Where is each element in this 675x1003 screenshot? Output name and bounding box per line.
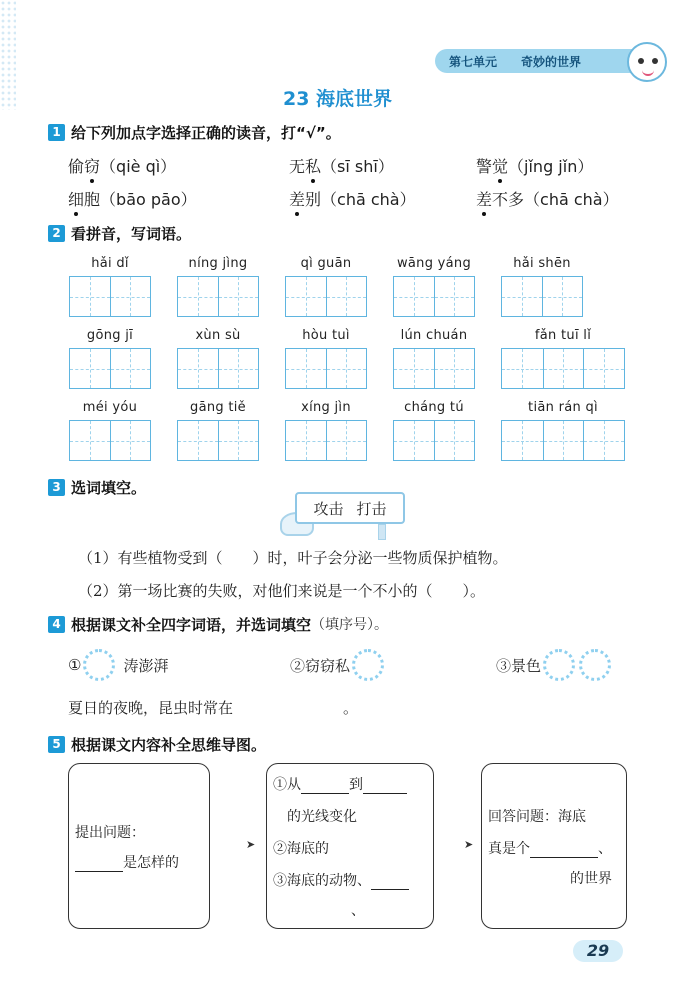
writing-grid-row xyxy=(69,328,625,389)
word-grid xyxy=(285,328,367,389)
pinyin-choice-item[interactable] xyxy=(289,154,394,177)
char: 别 xyxy=(305,190,322,209)
mascot-icon xyxy=(627,42,667,82)
lesson-title: 23 海底世界 xyxy=(282,88,393,110)
sentence-text: 夏日的夜晚，昆虫时常在 xyxy=(68,699,234,717)
box-text: 提出问题： xyxy=(75,825,145,841)
answer-blank[interactable] xyxy=(301,780,349,794)
dotted-char: 差 xyxy=(289,187,305,210)
writing-grid-row xyxy=(69,400,625,461)
idiom-text: ③景色 xyxy=(496,656,542,675)
writing-grid-row xyxy=(69,256,583,317)
writing-box[interactable] xyxy=(285,348,367,389)
pinyin-options: （chā chà） xyxy=(321,190,416,209)
question-2-header xyxy=(48,222,191,244)
fill-sentence-1[interactable]: （1）有些植物受到（ ）时，叶子会分泌一些物质保护植物。 xyxy=(78,549,508,567)
idiom-item-1 xyxy=(68,649,168,681)
question-text: 看拼音，写词语。 xyxy=(71,224,192,243)
word-grid xyxy=(177,400,259,461)
box-text: 的世界 xyxy=(570,871,612,887)
pinyin-choice-item[interactable] xyxy=(289,187,416,210)
writing-box[interactable] xyxy=(393,276,475,317)
writing-box[interactable] xyxy=(69,348,151,389)
pinyin-prompt: xíng jìn xyxy=(301,400,351,415)
pinyin-prompt: wāng yáng xyxy=(396,256,472,271)
question-1-header xyxy=(48,121,341,143)
sentence-end: 。 xyxy=(343,699,359,717)
char: 不多 xyxy=(492,190,525,209)
writing-box[interactable] xyxy=(177,420,259,461)
pinyin-choice-item[interactable] xyxy=(476,154,593,177)
flower-blank-box[interactable] xyxy=(579,649,611,681)
pinyin-prompt: tiān rán qì xyxy=(528,400,598,415)
idiom-item-3 xyxy=(496,649,613,681)
box-text: 是怎样的 xyxy=(123,855,179,871)
writing-box[interactable] xyxy=(69,420,151,461)
arrow-icon: ➤ xyxy=(246,838,256,851)
word-grid xyxy=(69,256,151,317)
pinyin-options: （qiè qì） xyxy=(100,157,177,176)
word-option: 攻击 xyxy=(313,499,344,518)
unit-header-bar xyxy=(435,49,635,73)
answer-blank[interactable] xyxy=(371,876,409,890)
writing-box[interactable] xyxy=(501,420,625,461)
unit-theme: 奇妙的世界 xyxy=(521,55,582,69)
writing-box[interactable] xyxy=(501,348,625,389)
question-number-badge: 5 xyxy=(48,736,65,753)
pinyin-prompt: hǎi shēn xyxy=(513,256,571,271)
sign-post xyxy=(378,524,386,540)
box-text-line xyxy=(273,870,409,890)
box-text: 的光线变化 xyxy=(287,809,357,825)
idiom-fill-sentence[interactable] xyxy=(68,697,358,718)
word-choice-board xyxy=(295,492,405,524)
char: 无 xyxy=(289,157,306,176)
pinyin-prompt: hòu tuì xyxy=(302,328,350,343)
box-text: ③海底的动物、 xyxy=(273,873,371,889)
idiom-label: ① xyxy=(68,656,82,674)
writing-box[interactable] xyxy=(393,348,475,389)
question-5-header xyxy=(48,733,266,755)
word-option: 打击 xyxy=(356,499,387,518)
answer-blank[interactable] xyxy=(233,704,343,718)
word-grid xyxy=(69,328,151,389)
word-choice-sign xyxy=(280,490,410,540)
box-text: 、 xyxy=(351,903,365,919)
word-grid xyxy=(393,256,475,317)
dotted-char: 觉 xyxy=(492,154,508,177)
pinyin-prompt: gāng tiě xyxy=(190,400,246,415)
pinyin-options: （bāo pāo） xyxy=(100,190,197,209)
box-text: 真是个 xyxy=(488,841,530,857)
pinyin-prompt: lún chuán xyxy=(400,328,468,343)
char: 胞 xyxy=(84,190,101,209)
pinyin-prompt: cháng tú xyxy=(404,400,464,415)
mindmap-box-question xyxy=(68,763,210,929)
box-text-line xyxy=(273,774,407,794)
mindmap-box-answer xyxy=(481,763,627,929)
pinyin-choice-item[interactable] xyxy=(68,187,197,210)
dotted-char: 私 xyxy=(305,154,321,177)
question-number-badge: 4 xyxy=(48,616,65,633)
answer-blank[interactable] xyxy=(530,844,598,858)
word-grid xyxy=(285,400,367,461)
question-3-header xyxy=(48,476,146,498)
pinyin-options: （jǐng jǐn） xyxy=(508,157,594,176)
pinyin-prompt: hǎi dǐ xyxy=(91,256,129,271)
question-number-badge: 1 xyxy=(48,124,65,141)
word-grid xyxy=(69,400,151,461)
box-text-line xyxy=(273,838,329,858)
flower-blank-box[interactable] xyxy=(352,649,384,681)
writing-box[interactable] xyxy=(177,348,259,389)
box-text: 回答问题：海底 xyxy=(488,809,586,825)
box-text: 、 xyxy=(598,841,612,857)
pinyin-prompt: xùn sù xyxy=(195,328,241,343)
pinyin-options: （sī shī） xyxy=(321,157,394,176)
word-grid xyxy=(501,328,625,389)
answer-blank[interactable] xyxy=(363,780,407,794)
question-hint: （填序号）。 xyxy=(311,617,389,633)
word-grid xyxy=(285,256,367,317)
word-grid xyxy=(177,328,259,389)
pinyin-prompt: fǎn tuī lǐ xyxy=(534,328,592,343)
writing-box[interactable] xyxy=(69,276,151,317)
box-text: ②海底的 xyxy=(273,841,329,857)
pinyin-options: （chā chà） xyxy=(524,190,619,209)
question-text: 选词填空。 xyxy=(71,478,147,497)
idiom-text: ②窃窃私 xyxy=(290,656,351,675)
box-text: 到 xyxy=(349,777,363,793)
flower-blank-box[interactable] xyxy=(83,649,115,681)
word-grid xyxy=(501,256,583,317)
writing-box[interactable] xyxy=(501,276,583,317)
question-text: 给下列加点字选择正确的读音，打“√”。 xyxy=(71,123,341,142)
pinyin-choice-item[interactable] xyxy=(476,187,619,210)
box-text: ①从 xyxy=(273,777,301,793)
writing-box[interactable] xyxy=(285,420,367,461)
arrow-icon: ➤ xyxy=(464,838,474,851)
answer-blank[interactable] xyxy=(75,858,123,872)
word-grid xyxy=(501,400,625,461)
dotted-char: 细 xyxy=(68,187,84,210)
flower-blank-box[interactable] xyxy=(543,649,575,681)
char: 偷 xyxy=(68,157,85,176)
question-4-header xyxy=(48,613,388,635)
question-text: 根据课文补全四字词语，并选词填空 xyxy=(71,615,312,634)
word-grid xyxy=(393,400,475,461)
fill-sentence-2[interactable]: （2）第一场比赛的失败，对他们来说是一个不小的（ ）。 xyxy=(78,582,486,600)
writing-box[interactable] xyxy=(285,276,367,317)
dotted-char: 窃 xyxy=(84,154,100,177)
page-number: 29 xyxy=(573,940,623,962)
word-grid xyxy=(177,256,259,317)
question-number-badge: 3 xyxy=(48,479,65,496)
writing-box[interactable] xyxy=(393,420,475,461)
writing-box[interactable] xyxy=(177,276,259,317)
box-text-line xyxy=(75,852,179,872)
pinyin-prompt: qì guān xyxy=(300,256,352,271)
dotted-char: 差 xyxy=(476,187,492,210)
pinyin-prompt: méi yóu xyxy=(82,400,138,415)
pinyin-choice-item[interactable] xyxy=(68,154,176,177)
question-number-badge: 2 xyxy=(48,225,65,242)
mindmap-box-details xyxy=(266,763,434,929)
unit-label: 第七单元 xyxy=(449,55,498,69)
box-text-line xyxy=(488,838,612,858)
question-text: 根据课文内容补全思维导图。 xyxy=(71,735,267,754)
pinyin-prompt: gōng jī xyxy=(86,328,134,343)
idiom-text: 涛澎湃 xyxy=(123,656,169,675)
pinyin-prompt: níng jìng xyxy=(188,256,248,271)
char: 警 xyxy=(476,157,493,176)
idiom-item-2 xyxy=(290,649,386,681)
word-grid xyxy=(393,328,475,389)
